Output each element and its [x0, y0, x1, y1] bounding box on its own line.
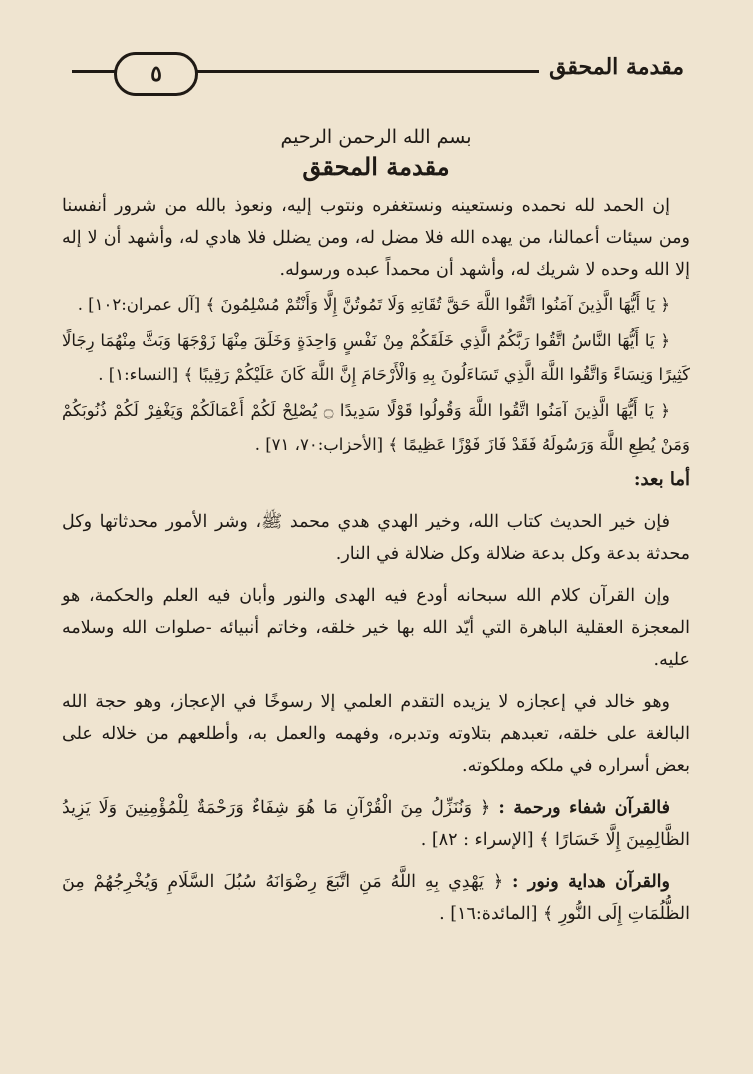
guidance-lead: والقرآن هداية ونور :	[512, 872, 670, 892]
page-number-frame	[114, 52, 198, 96]
healing-verse: ﴿ وَنُنَزِّلُ مِنَ الْقُرْآنِ مَا هُوَ شِفَاءٌ وَرَحْمَةٌ لِلْمُؤْمِنِينَ وَلَا يَزِيدُ الظَّالِمِينَ إِلَّا خَسَارًا ﴾ [الإسراء : ٨٢] .	[62, 798, 690, 850]
running-title: مقدمة المحقق	[539, 54, 684, 80]
quran-verse-nisa: ﴿ يَا أَيُّهَا النَّاسُ اتَّقُوا رَبَّكُمُ الَّذِي خَلَقَكُمْ مِنْ نَفْسٍ وَاحِدَةٍ وَخَلَقَ مِنْهَا زَوْجَهَا وَبَثَّ مِنْهُمَا رِجَالًا كَثِيرًا وَنِسَاءً وَاتَّقُوا اللَّهَ الَّذِي تَسَاءَلُونَ بِهِ وَالْأَرْحَامَ إِنَّ اللَّهَ كَانَ عَلَيْكُمْ رَقِيبًا ﴾ [النساء:١] .	[62, 331, 690, 384]
section-title: مقدمة المحقق	[302, 152, 450, 181]
paragraph-guidance	[62, 866, 690, 930]
paragraph-inimitability: وهو خالد في إعجازه لا يزيده التقدم العلمي إلا رسوخًا في الإعجاز، وهو حجة الله البالغة على خلقه، تعبدهم بتلاوته وتدبره، وفهمه والعمل به، وأطلعهم من خلاله على بعض أسراره في ملكه وملكوته.	[62, 692, 690, 776]
paragraph-healing	[62, 792, 690, 856]
paragraph-opening: إن الحمد لله نحمده ونستعينه ونستغفره ونتوب إليه، ونعوذ بالله من شرور أنفسنا ومن سيئات أعمالنا، من يهده الله فلا مضل له، ومن يضلل فلا هادي له، وأشهد أن لا إله إلا الله وحده لا شريك له، وأشهد أن محمداً عبده ورسوله.	[62, 196, 690, 280]
page-body	[62, 124, 690, 930]
page-header	[72, 48, 684, 96]
paragraph-best-speech: فإن خير الحديث كتاب الله، وخير الهدي هدي محمد ﷺ، وشر الأمور محدثاتها وكل محدثة بدعة وكل بدعة ضلالة وكل ضلالة في النار.	[62, 512, 690, 564]
paragraph-quran-word: وإن القرآن كلام الله سبحانه أودع فيه الهدى والنور وأبان فيه العلم والحكمة، هو المعجزة العقلية الباهرة التي أيّد الله بها خير خلقه، وخاتم أنبيائه -صلوات الله وسلامه عليه.	[62, 586, 690, 670]
quran-verse-al-imran: ﴿ يَا أَيُّهَا الَّذِينَ آمَنُوا اتَّقُوا اللَّهَ حَقَّ تُقَاتِهِ وَلَا تَمُوتُنَّ إِلَّا وَأَنْتُمْ مُسْلِمُونَ ﴾ [آل عمران:١٠٢] .	[77, 295, 670, 314]
guidance-verse: ﴿ يَهْدِي بِهِ اللَّهُ مَنِ اتَّبَعَ رِضْوَانَهُ سُبُلَ السَّلَامِ وَيُخْرِجُهُمْ مِنَ الظُّلُمَاتِ إِلَى النُّورِ ﴾ [المائدة:١٦] .	[62, 872, 690, 924]
healing-lead: فالقرآن شفاء ورحمة :	[498, 798, 670, 818]
page-number: ٥	[150, 61, 162, 87]
quran-verse-ahzab: ﴿ يَا أَيُّهَا الَّذِينَ آمَنُوا اتَّقُوا اللَّهَ وَقُولُوا قَوْلًا سَدِيدًا ۝ يُصْلِحْ لَكُمْ أَعْمَالَكُمْ وَيَغْفِرْ لَكُمْ ذُنُوبَكُمْ وَمَنْ يُطِعِ اللَّهَ وَرَسُولَهُ فَقَدْ فَازَ فَوْزًا عَظِيمًا ﴾ [الأحزاب:٧٠، ٧١] .	[62, 401, 690, 454]
basmala: بسم الله الرحمن الرحيم	[280, 126, 472, 148]
amma-baad-heading: أما بعد:	[633, 469, 690, 490]
